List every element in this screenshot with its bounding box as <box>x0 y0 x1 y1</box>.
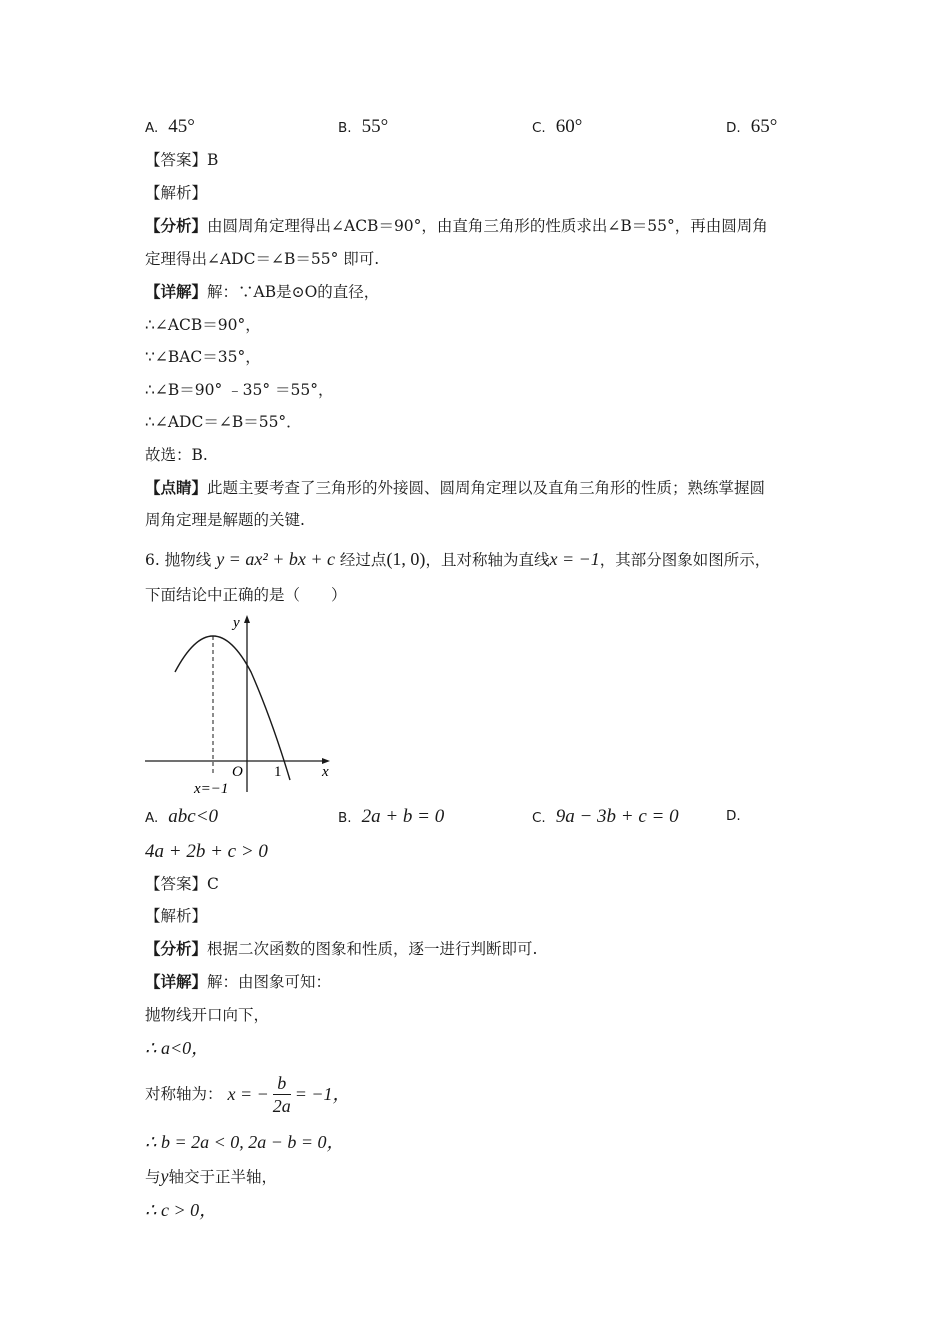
xiangjie-label: 【详解】 <box>145 972 208 991</box>
q5-option-a <box>145 116 195 138</box>
option-letter: C. <box>532 120 546 136</box>
origin-label: O <box>232 764 243 780</box>
q6-point: (1, 0) <box>386 549 426 569</box>
q5-step-2: ∵∠BAC＝35°， <box>145 348 261 366</box>
q5-dianjing-line2: 周角定理是解题的关键. <box>145 511 305 529</box>
q5-dianjing-line1 <box>145 478 765 498</box>
q5-fenxi-line2: 定理得出∠ADC＝∠B＝55° 即可. <box>145 250 380 268</box>
q6-step-2: ∴ a<0， <box>145 1038 210 1058</box>
parabola-curve <box>175 636 290 780</box>
q5-step-5: 故选：B. <box>145 446 208 464</box>
q5-option-c <box>532 116 582 138</box>
option-letter: D. <box>726 120 741 136</box>
q6-step-5 <box>145 1166 277 1187</box>
option-value: abc<0 <box>168 806 219 827</box>
q6-step-1: 抛物线开口向下， <box>145 1006 270 1024</box>
dianjing-label: 【点睛】 <box>145 478 208 497</box>
answer-value: C <box>207 875 219 893</box>
q6-axis-eq: x = −1 <box>549 549 600 569</box>
dianjing-text: 此题主要考查了三角形的外接圆、圆周角定理以及直角三角形的性质；熟练掌握圆 <box>207 479 766 497</box>
q6-xiangjie <box>145 972 331 992</box>
option-value: 2a + b = 0 <box>361 806 445 827</box>
q6-stem-pre: 抛物线 <box>164 551 212 569</box>
answer-label: 【答案】 <box>145 151 208 169</box>
option-letter: C. <box>532 810 546 826</box>
parabola-graph <box>140 610 340 800</box>
q6-stem-line1 <box>145 546 770 573</box>
q6-option-d-value: 4a + 2b + c > 0 <box>145 841 268 862</box>
fenxi-label: 【分析】 <box>145 216 208 235</box>
step3-pre: 对称轴为： <box>145 1085 223 1103</box>
option-value: 9a − 3b + c = 0 <box>555 806 679 827</box>
answer-label: 【答案】 <box>145 875 208 893</box>
q5-xiangjie <box>145 282 379 302</box>
option-value: 65° <box>750 116 778 137</box>
option-letter: A. <box>145 810 159 826</box>
q6-stem-post: ，其部分图象如图所示， <box>599 551 771 569</box>
q6-equation: y = ax² + bx + c <box>216 549 335 569</box>
option-letter: A. <box>145 120 159 136</box>
q6-option-b <box>338 806 444 828</box>
q5-analysis-label: 【解析】 <box>145 184 208 202</box>
x-axis-label: x <box>322 764 329 780</box>
q5-fenxi-line1 <box>145 216 768 236</box>
q6-step-3 <box>145 1070 351 1117</box>
q5-answer <box>145 150 218 170</box>
option-letter: B. <box>338 810 352 826</box>
one-label: 1 <box>274 764 282 780</box>
q5-option-b <box>338 116 388 138</box>
fenxi-label: 【分析】 <box>145 939 208 958</box>
option-value: 60° <box>555 116 583 137</box>
fraction-denominator: 2a <box>272 1095 291 1116</box>
q5-options <box>145 116 825 144</box>
q6-stem-line2: 下面结论中正确的是（ ） <box>145 586 347 604</box>
q5-option-d <box>726 116 777 138</box>
q6-option-d <box>726 806 751 824</box>
q6-step-4: ∴ b = 2a < 0, 2a − b = 0， <box>145 1132 345 1152</box>
y-axis-label: y <box>233 615 240 631</box>
q6-analysis-label: 【解析】 <box>145 907 208 925</box>
fenxi-text: 由圆周角定理得出∠ACB＝90°，由直角三角形的性质求出∠B＝55°，再由圆周角 <box>207 217 768 235</box>
q5-step-3: ∴∠B＝90° ﹣35° ＝55°， <box>145 381 334 399</box>
step5-post: 轴交于正半轴， <box>168 1168 278 1186</box>
q6-option-a <box>145 806 218 828</box>
q5-step-1: ∴∠ACB＝90°， <box>145 316 261 334</box>
step5-var: y <box>160 1166 169 1186</box>
option-value: 55° <box>361 116 389 137</box>
q6-answer <box>145 874 219 894</box>
xiangjie-text: 解：∵AB是⊙O的直径， <box>207 283 380 301</box>
fraction-b-over-2a <box>273 1072 291 1117</box>
question-number: 6. <box>145 551 160 569</box>
q6-options <box>145 806 825 834</box>
q6-fenxi <box>145 939 537 959</box>
step5-pre: 与 <box>145 1168 161 1186</box>
y-axis-arrow <box>244 615 250 623</box>
fraction-numerator: b <box>273 1072 291 1095</box>
option-letter: D. <box>726 808 741 824</box>
symmetry-axis-label: x=−1 <box>194 781 229 797</box>
option-value: 45° <box>168 116 195 137</box>
option-letter: B. <box>338 120 352 136</box>
step3-post: = −1， <box>294 1084 351 1104</box>
xiangjie-text: 解：由图象可知： <box>207 973 332 991</box>
answer-value: B <box>207 151 219 169</box>
step3-x: x = − <box>227 1084 269 1104</box>
q5-step-4: ∴∠ADC＝∠B＝55°． <box>145 413 302 431</box>
q6-step-6: ∴ c > 0， <box>145 1200 218 1220</box>
q6-stem-mid: 经过点 <box>339 551 387 569</box>
fenxi-text: 根据二次函数的图象和性质，逐一进行判断即可. <box>207 940 538 958</box>
q6-stem-mid2: ，且对称轴为直线 <box>425 551 550 569</box>
xiangjie-label: 【详解】 <box>145 282 208 301</box>
q6-option-c <box>532 806 679 828</box>
